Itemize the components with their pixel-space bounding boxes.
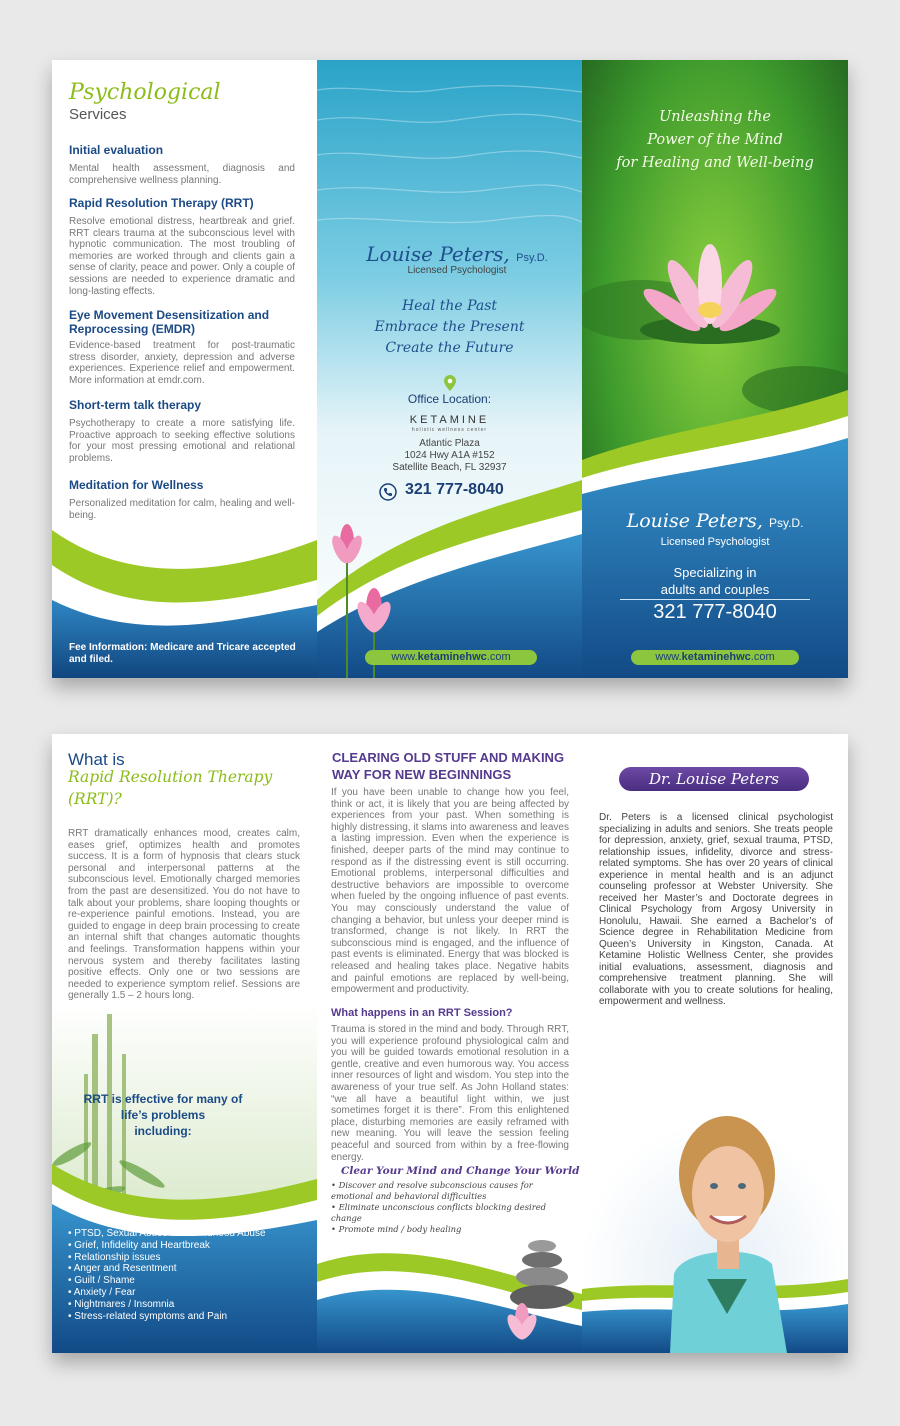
divider xyxy=(620,599,810,600)
cover-website-link[interactable] xyxy=(631,650,799,665)
effective-line: including: xyxy=(134,1124,192,1138)
motto-line: Create the Future xyxy=(385,340,514,356)
list-item: • Eliminate unconscious conflicts blocking desired change xyxy=(331,1202,547,1223)
clearing-body: If you have been unable to change how you feel, think or act, it is likely that you are being affected by experiences from your past. When something is highly distressing, it slams into awareness and leaves a lasting impression. Even when the experience is finished, deeper parts of the mind may continue to respond as if the distressing event is still occurring. Emotional problems, interpersonal difficulties and destructive behaviors are impossible to overcome when fueled by the ongoing influence of past events. You may consciously understand the value of changing a behavior, but unless your deeper mind is transformed, change is not likely. In RRT the subconscious mind is engaged, and the influence of past events is eliminated. Energy that was blocked is released and healing takes place. Negative habits and painful emotions are replaced by well-being, empowerment and productivity. xyxy=(331,787,569,996)
rrt-body: RRT dramatically enhances mood, creates calm, eases grief, optimizes health and promotes success. It is a form of hypnosis that clears stuck personal and interpersonal patterns at the subconscious level. Emotionally charged memories from the past are desensitized. You do not have to talk about your problems, share looping thoughts or re-experience painful emotions. Instead, you are guided to engage in deep brain processing to create an internal shift that changes automatic thoughts and feelings. Transformation happens within your nervous system and thereby facilitates lasting positive effects. Only one or two sessions are needed to experience symptom relief. Sessions are generally 1.5 – 2 hours long. xyxy=(68,828,300,1002)
list-item: • PTSD, Sexual Abuse and Childhood Abuse xyxy=(68,1228,266,1239)
contact-panel xyxy=(317,60,582,678)
brochure-inside xyxy=(52,734,848,1353)
web-suffix: .com xyxy=(750,651,775,663)
service-heading: Initial evaluation xyxy=(69,143,164,157)
contact-degree: Psy.D. xyxy=(516,252,548,264)
cover-panel xyxy=(582,60,848,678)
office-label: Office Location: xyxy=(407,392,492,406)
stacked-stones xyxy=(510,1240,574,1309)
phone-icon xyxy=(379,483,397,506)
list-item: • Anger and Resentment xyxy=(68,1263,177,1275)
session-body: Trauma is stored in the mind and body. Through RRT, you will experience profound physiological calm and you will be guided towards emotional resolution in a gentle, creative and even humorous way. You access inner resources of light and wisdom. You step into the awareness of your true self. As John Holland states: “we all have a beautiful light within, we just sometimes forget it is there”. From this enlightened place, disturbing memories are easily reframed with new meaning. You will leave the session feeling peaceful and sourced from within by a free-flowing energy. xyxy=(331,1024,569,1163)
address-line: 1024 Hwy A1A #152 xyxy=(404,450,495,461)
cover-specialty xyxy=(582,564,848,598)
list-item: • Grief, Infidelity and Heartbreak xyxy=(68,1239,210,1251)
bio-badge-label: Dr. Louise Peters xyxy=(649,770,779,788)
cover-phone[interactable]: 321 777-8040 xyxy=(653,601,777,623)
effective-heading xyxy=(68,1091,258,1139)
address-line: Atlantic Plaza xyxy=(419,438,480,449)
effective-line: RRT is effective for many of xyxy=(83,1092,243,1106)
contact-phone[interactable]: 321 777-8040 xyxy=(405,481,504,498)
tips-heading: Clear Your Mind and Change Your World xyxy=(341,1165,580,1177)
specialty-line: Specializing in xyxy=(673,565,757,580)
list-item: • Discover and resolve subconscious causes for emotional and behavioral difficulties xyxy=(331,1180,533,1201)
cover-role: Licensed Psychologist xyxy=(660,536,770,548)
clearing-panel xyxy=(317,734,582,1353)
bio-panel xyxy=(582,734,848,1353)
web-domain: ketaminehwc xyxy=(417,651,487,663)
motto-line: Embrace the Present xyxy=(374,319,525,335)
web-suffix: .com xyxy=(486,651,511,663)
web-prefix: www. xyxy=(391,651,418,663)
service-body: Resolve emotional distress, heartbreak and grief. RRT clears trauma at the subconscious level with hypnotic communication. The most troubling of memories are worked through and clients gain a sense of clarity, peace and power. Only a couple of sessions are needed to experience dramatic and long-lasting effects. xyxy=(69,216,295,297)
conditions-list xyxy=(68,1228,308,1322)
clearing-heading: CLEARING OLD STUFF AND MAKING WAY FOR NEW BEGINNINGS xyxy=(332,750,565,782)
rrt-title-abbr: (RRT)? xyxy=(68,790,122,808)
effective-line: life’s problems xyxy=(120,1108,206,1122)
list-item: • Promote mind / body healing xyxy=(331,1224,462,1234)
website-link[interactable] xyxy=(365,650,537,665)
rrt-panel xyxy=(52,734,317,1353)
list-item: • Anxiety / Fear xyxy=(68,1286,136,1298)
tagline-line: for Healing and Well-being xyxy=(616,155,814,171)
service-heading: Short-term talk therapy xyxy=(69,398,202,412)
services-title-sub: Services xyxy=(69,106,127,123)
address xyxy=(317,438,582,474)
center-sub: holistic wellness center xyxy=(411,427,488,433)
service-body: Personalized meditation for calm, healing and well-being. xyxy=(69,498,295,521)
web-domain: ketaminehwc xyxy=(681,651,751,663)
cover-tagline xyxy=(582,106,848,175)
cover-name: Louise Peters, xyxy=(626,510,763,532)
service-heading: Eye Movement Desensitization and Reprocessing (EMDR) xyxy=(69,308,270,336)
list-item: • Relationship issues xyxy=(68,1251,161,1263)
web-prefix: www. xyxy=(655,651,682,663)
contact-role: Licensed Psychologist xyxy=(407,265,507,276)
contact-name: Louise Peters, xyxy=(366,242,510,266)
tagline-line: Power of the Mind xyxy=(647,132,783,148)
list-item: • Stress-related symptoms and Pain xyxy=(68,1310,228,1322)
rrt-title-lead: What is xyxy=(68,750,125,769)
services-panel xyxy=(52,60,317,678)
service-heading: Meditation for Wellness xyxy=(69,478,204,492)
tips-list xyxy=(331,1180,571,1235)
service-heading: Rapid Resolution Therapy (RRT) xyxy=(69,196,254,210)
list-item: • Guilt / Shame xyxy=(68,1275,135,1287)
motto-line: Heal the Past xyxy=(401,298,498,314)
address-line: Satellite Beach, FL 32937 xyxy=(392,462,507,473)
center-name: KETAMINE xyxy=(409,414,490,426)
contact-name-line xyxy=(337,242,577,266)
service-body: Psychotherapy to create a more satisfying life. Proactive approach to seeking effective solutions for your most pressing emotional and relational problems. xyxy=(69,418,295,464)
service-body: Evidence-based treatment for post-traumatic stress disorder, anxiety, depression and adverse experiences. Experience relief and empowerment. More information at emdr.com. xyxy=(69,340,295,386)
bio-body: Dr. Peters is a licensed clinical psychologist specializing in adults and seniors. She treats people for depression, anxiety, grief, sexual trauma, PTSD, relationship issues, infidelity, divorce and stress-related symptoms. She has over 20 years of clinical experience in mental health and is an adjunct counseling professor at Webster University. She received her Master’s and Doctorate degrees in Clinical Psychology from Argosy University in Honolulu, Hawaii. She earned a Bachelor’s of Science degree in Rehabilitation Medicine from Queen’s University in Kingston, Canada. At Ketamine Holistic Wellness Center, she provides initial evaluations, assessment, diagnosis and comprehensive treatment planning. She will collaborate with you to create solutions for healing, empowerment and wellness. xyxy=(599,812,833,1007)
motto xyxy=(327,296,572,359)
cover-name-line xyxy=(582,510,848,532)
tagline-line: Unleashing the xyxy=(659,109,771,125)
water-background xyxy=(317,60,582,678)
rrt-title-script: Rapid Resolution Therapy xyxy=(68,768,273,786)
services-title-script: Psychological xyxy=(69,80,221,105)
specialty-line: adults and couples xyxy=(660,582,770,597)
session-heading: What happens in an RRT Session? xyxy=(331,1007,513,1019)
brochure-outside xyxy=(52,60,848,678)
fee-info: Fee Information: Medicare and Tricare accepted and filed. xyxy=(69,642,296,665)
list-item: • Nightmares / Insomnia xyxy=(68,1298,175,1310)
service-body: Mental health assessment, diagnosis and comprehensive wellness planning. xyxy=(69,163,295,186)
cover-degree: Psy.D. xyxy=(768,516,804,530)
